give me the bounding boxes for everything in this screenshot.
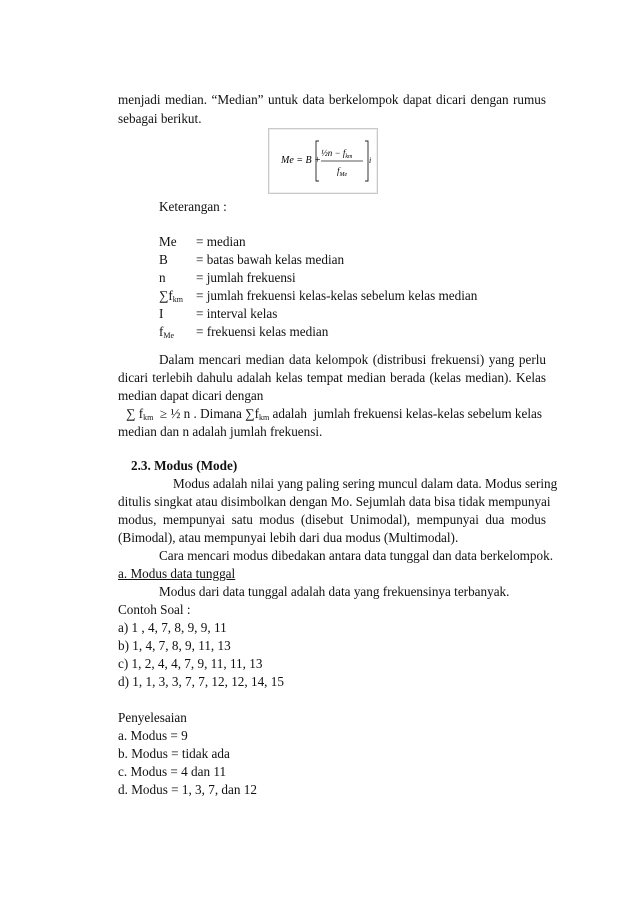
contoh-soal-title: Contoh Soal :	[118, 602, 191, 617]
median-para-line-4: ∑ $f_{km}$ ≥ ½ n . Dimana $\sum f_{km}$ adalah jumlah frekuensi kelas-kelas sebelum kelas	[126, 406, 543, 422]
formula-multiplier: i	[369, 156, 372, 165]
formula-lhs: Me = B +	[281, 155, 321, 166]
subheading-modus-data-tunggal: a. Modus data tunggal	[118, 566, 236, 581]
def-symbol: B	[159, 252, 168, 267]
def-symbol: $\sum f_{km}$	[159, 288, 184, 304]
modus-para-2: Cara mencari modus dibedakan antara data tunggal dan data berkelompok.	[159, 548, 554, 563]
list-item: c) 1, 2, 4, 4, 7, 9, 11, 11, 13	[118, 656, 263, 671]
modus-tunggal-text: Modus dari data tunggal adalah data yang frekuensinya terbanyak.	[159, 584, 510, 599]
list-item: a) 1 , 4, 7, 8, 9, 9, 11	[118, 620, 227, 635]
formula-numerator: ½n − $f_{km}$	[321, 148, 353, 160]
modus-para-line-2: ditulis singkat atau disimbolkan dengan Mo. Sejumlah data bisa tidak mempunyai	[118, 494, 551, 509]
penyelesaian-title: Penyelesaian	[118, 710, 187, 725]
median-para-line-1: Dalam mencari median data kelompok (distribusi frekuensi) yang perlu	[159, 352, 546, 367]
def-symbol: Me	[159, 234, 177, 249]
modus-para-line-1: Modus adalah nilai yang paling sering muncul dalam data. Modus sering	[173, 476, 558, 491]
median-formula	[269, 129, 377, 193]
intro-line-2: sebagai berikut.	[118, 111, 202, 126]
def-symbol: n	[159, 270, 166, 285]
median-formula-image	[268, 128, 378, 194]
keterangan-title: Keterangan :	[159, 199, 227, 214]
section-heading: 2.3. Modus (Mode)	[131, 458, 238, 473]
list-item: a. Modus = 9	[118, 728, 188, 743]
def-symbol: $f_{Me}$	[159, 324, 175, 340]
list-item: c. Modus = 4 dan 11	[118, 764, 227, 779]
def-description: = jumlah frekuensi	[196, 270, 296, 285]
list-item: b. Modus = tidak ada	[118, 746, 230, 761]
median-para-line-3: median dapat dicari dengan	[118, 388, 264, 403]
def-description: = jumlah frekuensi kelas-kelas sebelum kelas median	[196, 288, 478, 303]
def-description: = batas bawah kelas median	[196, 252, 345, 267]
intro-line-1: menjadi median. “Median” untuk data berkelompok dapat dicari dengan rumus	[118, 92, 546, 107]
median-para-line-2: dicari terlebih dahulu adalah kelas tempat median berada (kelas median). Kelas	[118, 370, 546, 385]
formula-denominator: $f_{Me}$	[337, 166, 348, 178]
modus-para-line-3: modus, mempunyai satu modus (disebut Unimodal), mempunyai dua modus	[118, 512, 546, 527]
modus-para-line-4: (Bimodal), atau mempunyai lebih dari dua modus (Multimodal).	[118, 530, 459, 545]
median-para-line-5: median dan n adalah jumlah frekuensi.	[118, 424, 323, 439]
list-item: d) 1, 1, 3, 3, 7, 7, 12, 12, 14, 15	[118, 674, 284, 689]
def-symbol: I	[159, 306, 164, 321]
list-item: d. Modus = 1, 3, 7, dan 12	[118, 782, 257, 797]
list-item: b) 1, 4, 7, 8, 9, 11, 13	[118, 638, 231, 653]
def-description: = interval kelas	[196, 306, 278, 321]
def-description: = median	[196, 234, 246, 249]
def-description: = frekuensi kelas median	[196, 324, 329, 339]
